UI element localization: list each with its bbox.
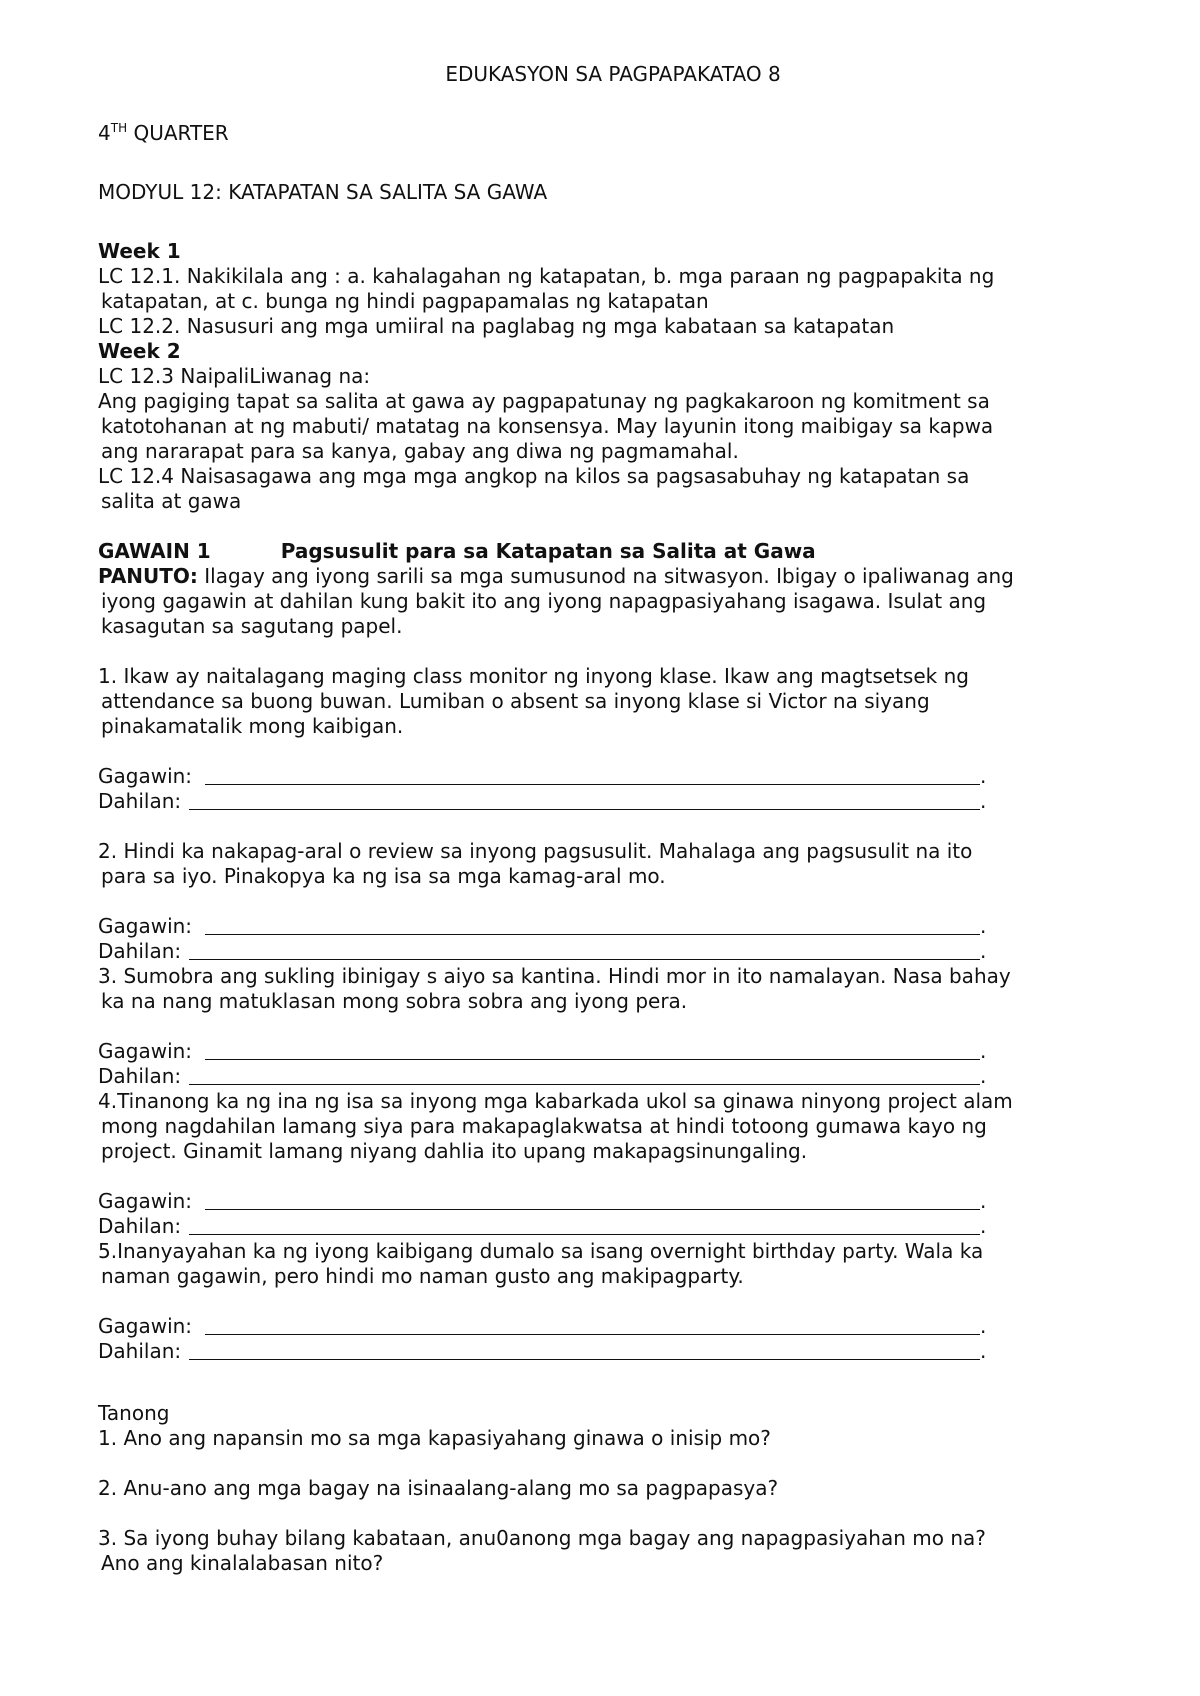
situation-1-line2: attendance sa buong buwan. Lumiban o absent sa inyong klase si Victor na siyang (101, 689, 930, 713)
situation-1-line1: 1. Ikaw ay naitalagang maging class monitor ng inyong klase. Ikaw ang magtsetsek ng (98, 664, 969, 688)
gagawin-label: Gagawin: (98, 1039, 193, 1063)
gagawin-answer-line[interactable] (205, 1059, 980, 1060)
answer-period: . (980, 1064, 987, 1088)
situation-5-line1: 5.Inanyayahan ka ng iyong kaibigang dumalo sa isang overnight birthday party. Wala ka (98, 1239, 984, 1263)
quarter-heading (98, 121, 229, 146)
answer-period: . (980, 1189, 987, 1213)
situation-5-gagawin-row[interactable] (98, 1314, 1098, 1339)
panuto-label: PANUTO: (98, 564, 198, 588)
question-3-line1: 3. Sa iyong buhay bilang kabataan, anu0anong mga bagay ang napagpasiyahan mo na? (98, 1526, 986, 1550)
situation-3-gagawin-row[interactable] (98, 1039, 1098, 1064)
situation-2-line1: 2. Hindi ka nakapag-aral o review sa inyong pagsusulit. Mahalaga ang pagsusulit na ito (98, 839, 973, 863)
answer-period: . (980, 939, 987, 963)
gawain-title: Pagsusulit para sa Katapatan sa Salita at Gawa (280, 539, 816, 563)
panuto-line1 (98, 564, 1014, 589)
situation-5-line2: naman gagawin, pero hindi mo naman gusto ang makipagparty. (101, 1264, 744, 1288)
gagawin-answer-line[interactable] (205, 784, 980, 785)
situation-4-gagawin-row[interactable] (98, 1189, 1098, 1214)
situation-3-line1: 3. Sumobra ang sukling ibinigay s aiyo sa kantina. Hindi mor in ito namalayan. Nasa bahay (98, 964, 1011, 988)
situation-3-line2: ka na nang matuklasan mong sobra sobra ang iyong pera. (101, 989, 688, 1013)
gagawin-answer-line[interactable] (205, 1209, 980, 1210)
dahilan-label: Dahilan: (98, 1214, 182, 1238)
situation-4-line1: 4.Tinanong ka ng ina ng isa sa inyong mga kabarkada ukol sa ginawa ninyong project alam (98, 1089, 1013, 1113)
gagawin-label: Gagawin: (98, 1189, 193, 1213)
lc-12-1-line2: katapatan, at c. bunga ng hindi pagpapamalas ng katapatan (101, 289, 709, 313)
situation-1-dahilan-row[interactable] (98, 789, 1098, 814)
dahilan-label: Dahilan: (98, 1339, 182, 1363)
week2-label: Week 2 (98, 339, 181, 363)
gagawin-label: Gagawin: (98, 764, 193, 788)
situation-2-dahilan-row[interactable] (98, 939, 1098, 964)
document-title: EDUKASYON SA PAGPAPAKATAO 8 (445, 62, 781, 86)
question-1: 1. Ano ang napansin mo sa mga kapasiyahang ginawa o inisip mo? (98, 1426, 771, 1450)
question-3-line2: Ano ang kinalalabasan nito? (101, 1551, 384, 1575)
quarter-superscript: TH (110, 121, 128, 135)
module-heading: MODYUL 12: KATAPATAN SA SALITA SA GAWA (98, 180, 548, 204)
lc-12-3: LC 12.3 NaipaliLiwanag na: (98, 364, 371, 388)
answer-period: . (980, 1339, 987, 1363)
situation-4-line2: mong nagdahilan lamang siya para makapaglakwatsa at hindi totoong gumawa kayo ng (101, 1114, 987, 1138)
situation-2-line2: para sa iyo. Pinakopya ka ng isa sa mga kamag-aral mo. (101, 864, 666, 888)
lc-12-3-text-line3: ang nararapat para sa kanya, gabay ang diwa ng pagmamahal. (101, 439, 739, 463)
panuto-line2: iyong gagawin at dahilan kung bakit ito ang iyong napagpasiyahang isagawa. Isulat ang (101, 589, 987, 613)
answer-period: . (980, 914, 987, 938)
answer-period: . (980, 1039, 987, 1063)
lc-12-1-line1: LC 12.1. Nakikilala ang : a. kahalagahan ng katapatan, b. mga paraan ng pagpapakita ng (98, 264, 995, 288)
dahilan-answer-line[interactable] (189, 809, 980, 810)
situation-1-gagawin-row[interactable] (98, 764, 1098, 789)
panuto-line3: kasagutan sa sagutang papel. (101, 614, 403, 638)
panuto-text: Ilagay ang iyong sarili sa mga sumusunod na sitwasyon. Ibigay o ipaliwanag ang (197, 564, 1014, 588)
situation-5-dahilan-row[interactable] (98, 1339, 1098, 1364)
week1-label: Week 1 (98, 239, 181, 263)
dahilan-answer-line[interactable] (189, 1234, 980, 1235)
answer-period: . (980, 1314, 987, 1338)
gagawin-answer-line[interactable] (205, 1334, 980, 1335)
lc-12-3-text-line2: katotohanan at ng mabuti/ matatag na konsensya. May layunin itong maibigay sa kapwa (101, 414, 994, 438)
situation-4-line3: project. Ginamit lamang niyang dahlia ito upang makapagsinungaling. (101, 1139, 808, 1163)
answer-period: . (980, 1214, 987, 1238)
lc-12-4-line1: LC 12.4 Naisasagawa ang mga mga angkop na kilos sa pagsasabuhay ng katapatan sa (98, 464, 970, 488)
lc-12-3-text-line1: Ang pagiging tapat sa salita at gawa ay pagpapatunay ng pagkakaroon ng komitment sa (98, 389, 990, 413)
answer-period: . (980, 764, 987, 788)
situation-2-gagawin-row[interactable] (98, 914, 1098, 939)
lc-12-4-line2: salita at gawa (101, 489, 242, 513)
question-2: 2. Anu-ano ang mga bagay na isinaalang-alang mo sa pagpapasya? (98, 1476, 779, 1500)
dahilan-answer-line[interactable] (189, 1359, 980, 1360)
situation-3-dahilan-row[interactable] (98, 1064, 1098, 1089)
quarter-word: QUARTER (133, 121, 229, 145)
situation-1-line3: pinakamatalik mong kaibigan. (101, 714, 404, 738)
dahilan-label: Dahilan: (98, 939, 182, 963)
situation-4-dahilan-row[interactable] (98, 1214, 1098, 1239)
gagawin-answer-line[interactable] (205, 934, 980, 935)
answer-period: . (980, 789, 987, 813)
tanong-label: Tanong (98, 1401, 170, 1425)
gawain-heading (98, 539, 816, 564)
quarter-number: 4 (98, 121, 111, 145)
gawain-label: GAWAIN 1 (98, 539, 211, 563)
gagawin-label: Gagawin: (98, 914, 193, 938)
dahilan-label: Dahilan: (98, 1064, 182, 1088)
dahilan-label: Dahilan: (98, 789, 182, 813)
dahilan-answer-line[interactable] (189, 959, 980, 960)
gagawin-label: Gagawin: (98, 1314, 193, 1338)
lc-12-2: LC 12.2. Nasusuri ang mga umiiral na paglabag ng mga kabataan sa katapatan (98, 314, 895, 338)
dahilan-answer-line[interactable] (189, 1084, 980, 1085)
